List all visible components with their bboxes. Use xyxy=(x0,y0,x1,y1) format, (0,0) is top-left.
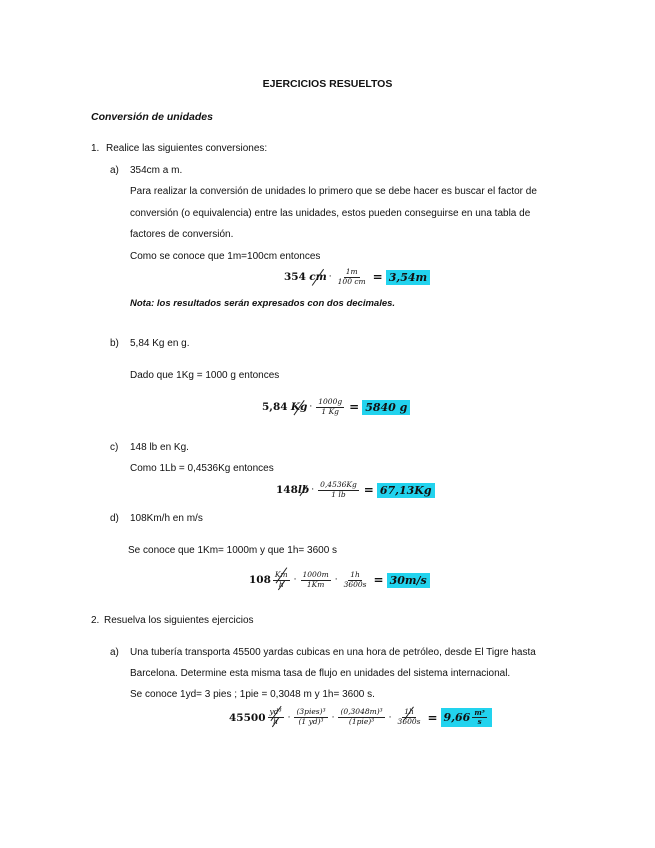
q2a-eq-fraction-0 xyxy=(268,708,284,726)
q1a-frac-den: 100 cm xyxy=(337,276,366,286)
q2a-result xyxy=(441,708,492,727)
q1b-label: b) xyxy=(110,338,119,349)
q1b-equation: 5,84 Kg · $\frac{1000g}{1 Kg}$ = 5840 g xyxy=(262,398,410,416)
q1d-f2-num: 1h xyxy=(350,570,360,579)
q1b-eq-unit: Kg xyxy=(290,401,308,414)
q1b-frac-den: 1 Kg xyxy=(321,406,339,416)
q2a-eq-fraction-3 xyxy=(396,708,423,726)
q2a-line2: Barcelona. Determine esta misma tasa de flujo en unidades del sistema internacional. xyxy=(130,668,511,679)
q1c-text: 148 lb en Kg. xyxy=(130,442,189,453)
q1b-known: Dado que 1Kg = 1000 g entonces xyxy=(130,370,280,381)
q1a-note: Nota: los resultados serán expresados con dos decimales. xyxy=(130,298,396,309)
q2a-f0-den: h xyxy=(273,717,278,727)
q2a-f3-num: 1h xyxy=(404,707,414,717)
q1c-frac-num: 0,4536Kg xyxy=(320,480,357,489)
q1c-eq-fraction xyxy=(318,481,359,499)
q1c-label: c) xyxy=(110,442,119,453)
q1d-eq-fraction-1 xyxy=(301,571,331,589)
q2a-line1: Una tubería transporta 45500 yardas cubicas en una hora de petróleo, desde El Tigre hasta xyxy=(130,647,536,658)
q1-text: Realice las siguientes conversiones: xyxy=(106,143,268,154)
q2a-f2-num: (0,3048m)³ xyxy=(340,707,383,717)
q1a-known: Como se conoce que 1m=100cm entonces xyxy=(130,251,321,262)
q1d-f1-num: 1000m xyxy=(302,570,329,579)
q1d-result: 30m/s xyxy=(387,573,430,588)
q1d-eq-fraction-2 xyxy=(342,571,369,589)
q2a-f0-num: yd³ xyxy=(269,707,282,717)
q2a-known: Se conoce 1yd= 3 pies ; 1pie = 0,3048 m y 1h= 3600 s. xyxy=(130,689,375,700)
q1a-eq-fraction xyxy=(336,268,368,286)
q2-number: 2. xyxy=(91,615,100,626)
q2a-label: a) xyxy=(110,647,119,658)
page-title: EJERCICIOS RESUELTOS xyxy=(262,78,393,90)
q2a-eq-number: 45500 xyxy=(229,711,266,724)
q1a-equation: 354 cm · $\frac{1m}{100 cm}$ = 3,54m xyxy=(284,268,430,286)
q1b-eq-fraction xyxy=(316,398,344,416)
q1c-equation: 148 lb · $\frac{0,4536Kg}{1 lb}$ = 67,13Kg xyxy=(276,481,435,499)
q1b-text: 5,84 Kg en g. xyxy=(130,338,190,349)
q1a-text: 354cm a m. xyxy=(130,165,183,176)
q1c-result: 67,13Kg xyxy=(377,483,435,498)
q1d-f0-den: h xyxy=(278,579,284,589)
q1a-label: a) xyxy=(110,165,119,176)
q2a-f1-num: (3pies)³ xyxy=(296,707,326,717)
q1c-frac-den: 1 lb xyxy=(331,489,346,499)
q2a-eq-fraction-2 xyxy=(338,708,384,726)
q1a-para-line1: Para realizar la conversión de unidades lo primero que se debe hacer es buscar el factor de xyxy=(130,186,537,197)
q1c-known: Como 1Lb = 0,4536Kg entonces xyxy=(130,463,274,474)
q2a-equation: 45500 $\frac{\text{yd³}}{h}$ · $\frac{\text{(3pies)³}}{\text{(1 yd)³}}$ · $\frac{\text{(0,3048m)³}}{\text{(1pie)³}}$ · $\frac{1h}{3600s}$ = 9,66 $\frac{\text{m³}}{s}$ xyxy=(229,708,492,727)
q1a-frac-num: 1m xyxy=(345,267,358,276)
q1-number: 1. xyxy=(91,143,100,154)
q1a-para-line3: factores de conversión. xyxy=(130,229,234,240)
q1a-eq-number: 354 xyxy=(284,271,306,284)
q1d-eq-number: 108 xyxy=(249,574,271,587)
q2a-result-unit xyxy=(472,709,486,726)
q2a-f1-den: (1 yd)³ xyxy=(298,717,324,727)
q1a-result: 3,54m xyxy=(386,270,430,285)
q1c-eq-number: 148 xyxy=(276,484,298,497)
q1d-eq-fraction-0 xyxy=(273,571,290,589)
q1b-result: 5840 g xyxy=(362,400,410,415)
q1d-f1-den: 1Km xyxy=(306,579,325,589)
q2a-result-unit-num: m³ xyxy=(474,708,485,717)
q1a-para-line2: conversión (o equivalencia) entre las unidades, estos pueden conseguirse en una tabla de xyxy=(130,208,531,219)
q2-text: Resuelva los siguientes ejercicios xyxy=(104,615,254,626)
q1b-frac-num: 1000g xyxy=(318,397,343,406)
q1c-eq-unit: lb xyxy=(297,484,310,497)
q2a-f3-den: 3600s xyxy=(397,717,421,727)
q2a-f2-den: (1pie)³ xyxy=(348,717,375,727)
q2a-result-number: 9,66 xyxy=(443,711,471,725)
q1d-known: Se conoce que 1Km= 1000m y que 1h= 3600 s xyxy=(128,545,338,556)
q1d-equation: 108 $\frac{Km}{h}$ · $\frac{1000m}{1Km}$ · $\frac{1h}{3600s}$ = 30m/s xyxy=(249,571,430,589)
q1d-f0-num: Km xyxy=(274,570,288,579)
q1d-label: d) xyxy=(110,513,119,524)
q1a-eq-unit: cm xyxy=(309,271,327,284)
q1b-eq-number: 5,84 xyxy=(262,401,288,414)
q1d-f2-den: 3600s xyxy=(343,579,367,589)
q2a-eq-fraction-1 xyxy=(294,708,327,726)
q2a-result-unit-den: s xyxy=(477,717,482,727)
section-heading: Conversión de unidades xyxy=(91,111,213,123)
q1d-text: 108Km/h en m/s xyxy=(130,513,203,524)
